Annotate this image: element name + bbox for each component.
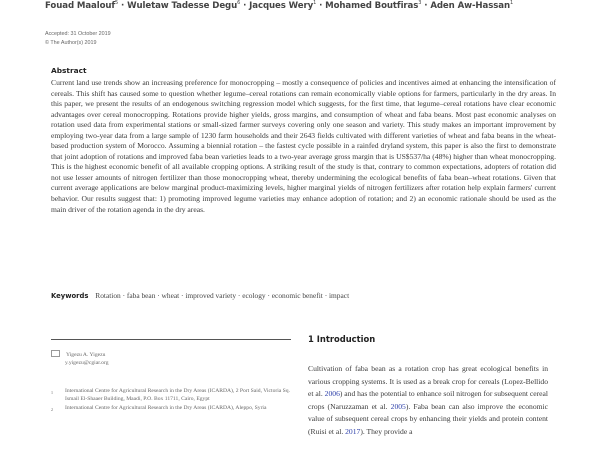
mail-icon	[51, 350, 60, 357]
author[interactable]: Mohamed Boutfiras$^3$	[325, 0, 422, 11]
author[interactable]: Aden Aw-Hassan$^1$	[430, 0, 514, 11]
citation-link[interactable]: 2005	[390, 401, 406, 411]
author[interactable]: Fouad Maalouf$^5$	[45, 0, 119, 11]
corresponding-email[interactable]: y.yigezu@cgiar.org	[65, 360, 109, 366]
introduction-heading: 1 Introduction	[308, 334, 376, 344]
citation-link[interactable]: 2017	[345, 426, 361, 436]
affiliation: 1 International Centre for Agricultural Research in the Dry Areas (ICARDA), 2 Port Said, Victoria Sq. Ismail El-Shaaer Building, Maadi, P.O. Box 11711, Cairo, Egypt	[51, 388, 290, 402]
abstract-body: Current land use trends show an increasing preference for monocropping – mostly a consequence of policies and incentives aimed at enhancing the intensification of cereals. This shift has caused some to question whether legume–cereal rotations can remain economically viable options for farmers, particularly in the dry areas. In this paper, we present the results of an endogenous switching regression model which suggests, for the first time, that legume–cereal rotations have clear economic advantages over cereal monocropping. Rotations provide higher yields, gross margins, and consumption of wheat and faba beans. Most past economic analyses on rotation used data from experimental stations or small-sized farmer surveys covering only one season and variety. This study makes an important improvement by employing two-year data from a large sample of 1230 farm households and their 2643 fields cultivated with different varieties of wheat and faba beans in the wheat-based production system of Morocco. Assuming a biennial rotation – the fastest cycle possible in a rainfed dryland system, this paper is also the first to demonstrate that joint adoption of rotations and improved faba bean varieties leads to a two-year average gross margin that is US$537/ha (48%) higher than wheat monocropping. This is the highest economic benefit of all available cropping options. A striking result of the study is that, contrary to common expectations, adopters of rotation did not use lesser amounts of nitrogen fertilizer than those monocropping wheat, thereby undermining the ecological benefits of faba bean–wheat rotations. Given that current average applications are below marginal product-maximizing levels, higher marginal yields of nitrogen fertilizers after rotation help explain farmers' current behavior. Our results suggest that: 1) promoting improved legume varieties may enhance adoption of rotation; and 2) an economic rationale should be used as the main driver of the rotation agenda in the dry areas.	[51, 78, 556, 214]
corresponding-author: Yigezu A. Yigezu	[66, 352, 106, 358]
article-meta	[45, 30, 111, 48]
author-list: Fouad Maalouf$^5$ · Wuletaw Tadesse Degu$^6$ · Jacques Wery$^1$ · Mohamed Boutfiras$^3$ · Aden Aw-Hassan$^1$	[45, 0, 514, 11]
keywords-text: Rotation · faba bean · wheat · improved variety · ecology · economic benefit · impact	[95, 291, 350, 300]
citation-link[interactable]: 2006	[324, 389, 340, 398]
footnote-divider	[51, 339, 291, 340]
author[interactable]: Wuletaw Tadesse Degu$^6$	[127, 0, 241, 11]
accepted-date: Accepted: 31 October 2019	[45, 31, 111, 37]
abstract-heading: Abstract	[51, 66, 87, 75]
author[interactable]: Jacques Wery$^1$	[249, 0, 317, 11]
keywords-label: Keywords	[51, 292, 89, 300]
affiliation: 2 International Centre for Agricultural Research in the Dry Areas (ICARDA), Aleppo, Syria	[51, 405, 267, 413]
correspondence	[51, 351, 109, 367]
affiliations	[51, 388, 291, 416]
introduction-body: Cultivation of faba bean as a rotation crop has great ecological benefits in various cropping systems. It is used as a break crop for cereals (Lopez-Bellido et al. 2006) and has the potential to enhance soil nitrogen for subsequent cereal crops (Naruzzaman et al. 2005). Faba bean can also improve the economic value of subsequent cereal crops by enhancing their yields and protein content (Ruisi et al. 2017). They provide a	[308, 364, 549, 436]
keywords	[51, 291, 556, 300]
copyright: © The Author(s) 2019	[45, 40, 97, 46]
